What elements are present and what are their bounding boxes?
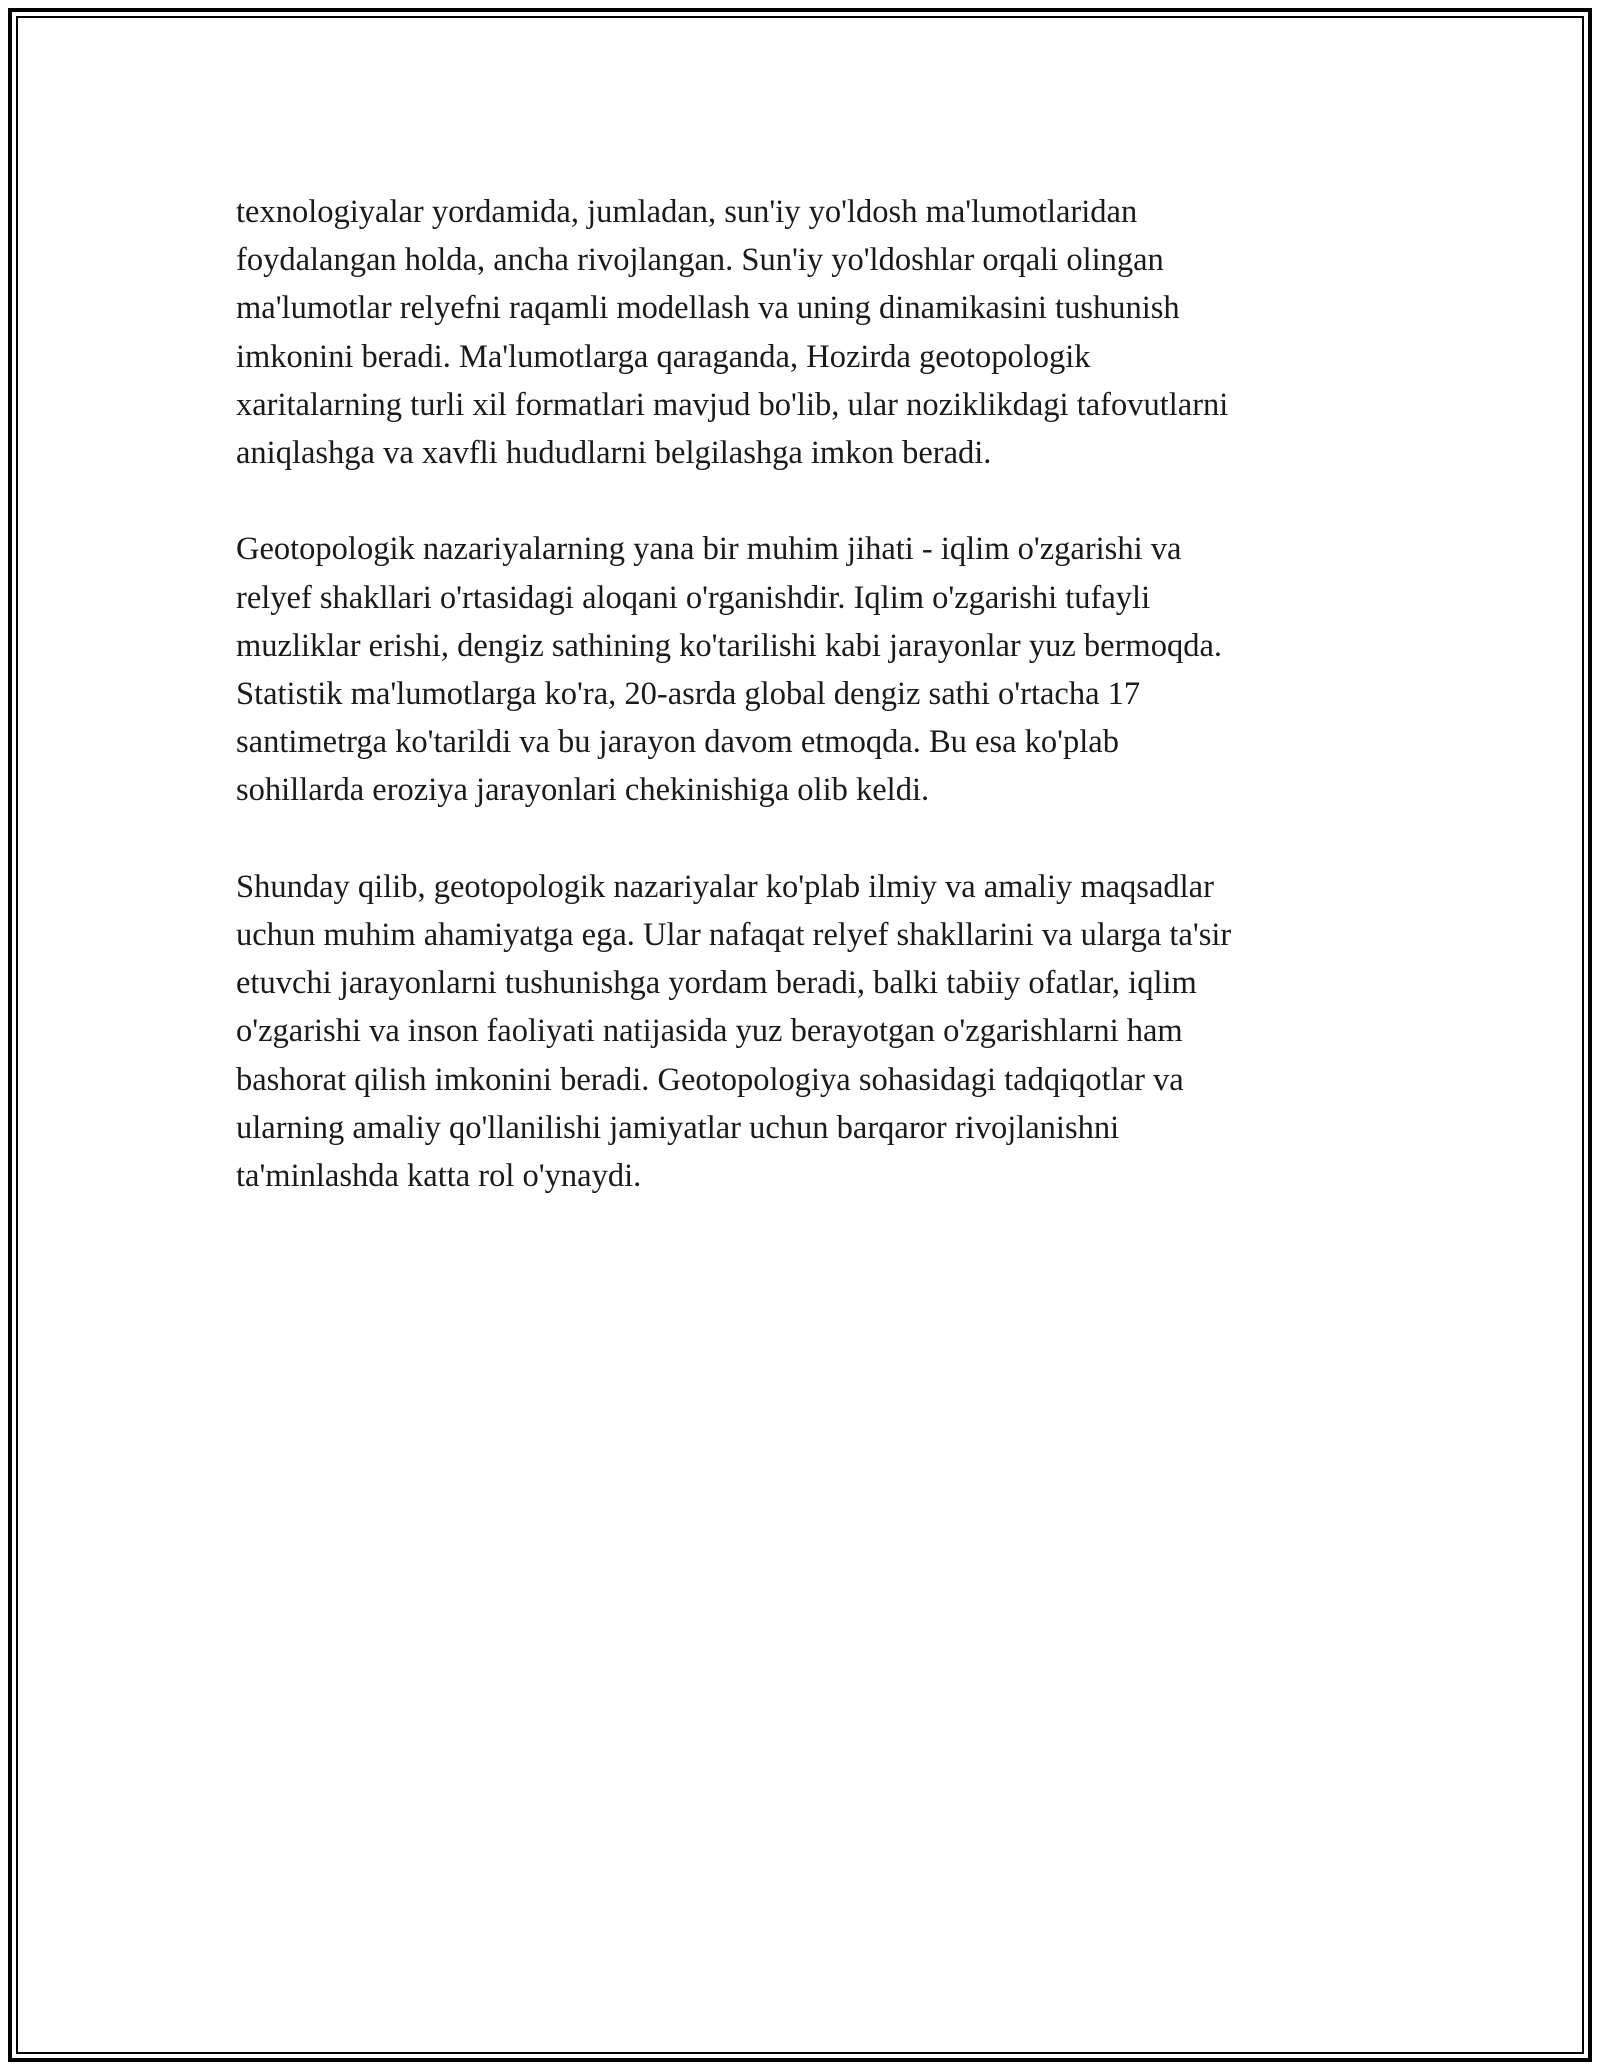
text-line: muzliklar erishi, dengiz sathining ko'tarilishi kabi jarayonlar yuz bermoqda. <box>236 627 1222 664</box>
paragraph-2 <box>236 525 1366 814</box>
text-line: aniqlashga va xavfli hududlarni belgilashga imkon beradi. <box>236 435 992 472</box>
paragraph-1 <box>236 188 1366 477</box>
text-line: o'zgarishi va inson faoliyati natijasida yuz berayotgan o'zgarishlarni ham <box>236 1013 1183 1050</box>
paragraph-3 <box>236 863 1366 1200</box>
text-line: Shunday qilib, geotopologik nazariyalar ko'plab ilmiy va amaliy maqsadlar <box>236 868 1214 905</box>
text-line: relyef shakllari o'rtasidagi aloqani o'rganishdir. Iqlim o'zgarishi tufayli <box>236 579 1151 616</box>
text-line: sohillarda eroziya jarayonlari chekinishiga olib keldi. <box>236 772 930 809</box>
text-line: uchun muhim ahamiyatga ega. Ular nafaqat relyef shakllarini va ularga ta'sir <box>236 917 1232 954</box>
text-line: imkonini beradi. Ma'lumotlarga qaraganda, Hozirda geotopologik <box>236 338 1091 375</box>
text-line: ularning amaliy qo'llanilishi jamiyatlar uchun barqaror rivojlanishni <box>236 1109 1120 1146</box>
text-line: Geotopologik nazariyalarning yana bir muhim jihati - iqlim o'zgarishi va <box>236 531 1182 568</box>
text-line: Statistik ma'lumotlarga ko'ra, 20-asrda global dengiz sathi o'rtacha 17 <box>236 676 1141 713</box>
text-line: bashorat qilish imkonini beradi. Geotopologiya sohasidagi tadqiqotlar va <box>236 1061 1184 1098</box>
text-line: etuvchi jarayonlarni tushunishga yordam beradi, balki tabiiy ofatlar, iqlim <box>236 965 1197 1002</box>
document-body <box>236 188 1366 1248</box>
text-line: foydalangan holda, ancha rivojlangan. Sun'iy yo'ldoshlar orqali olingan <box>236 242 1164 279</box>
text-line: xaritalarning turli xil formatlari mavjud bo'lib, ular noziklikdagi tafovutlarni <box>236 386 1229 423</box>
text-line: ma'lumotlar relyefni raqamli modellash va uning dinamikasini tushunish <box>236 290 1180 327</box>
text-line: santimetrga ko'tarildi va bu jarayon davom etmoqda. Bu esa ko'plab <box>236 724 1119 761</box>
text-line: ta'minlashda katta rol o'ynaydi. <box>236 1158 642 1195</box>
text-line: texnologiyalar yordamida, jumladan, sun'iy yo'ldosh ma'lumotlaridan <box>236 194 1138 230</box>
